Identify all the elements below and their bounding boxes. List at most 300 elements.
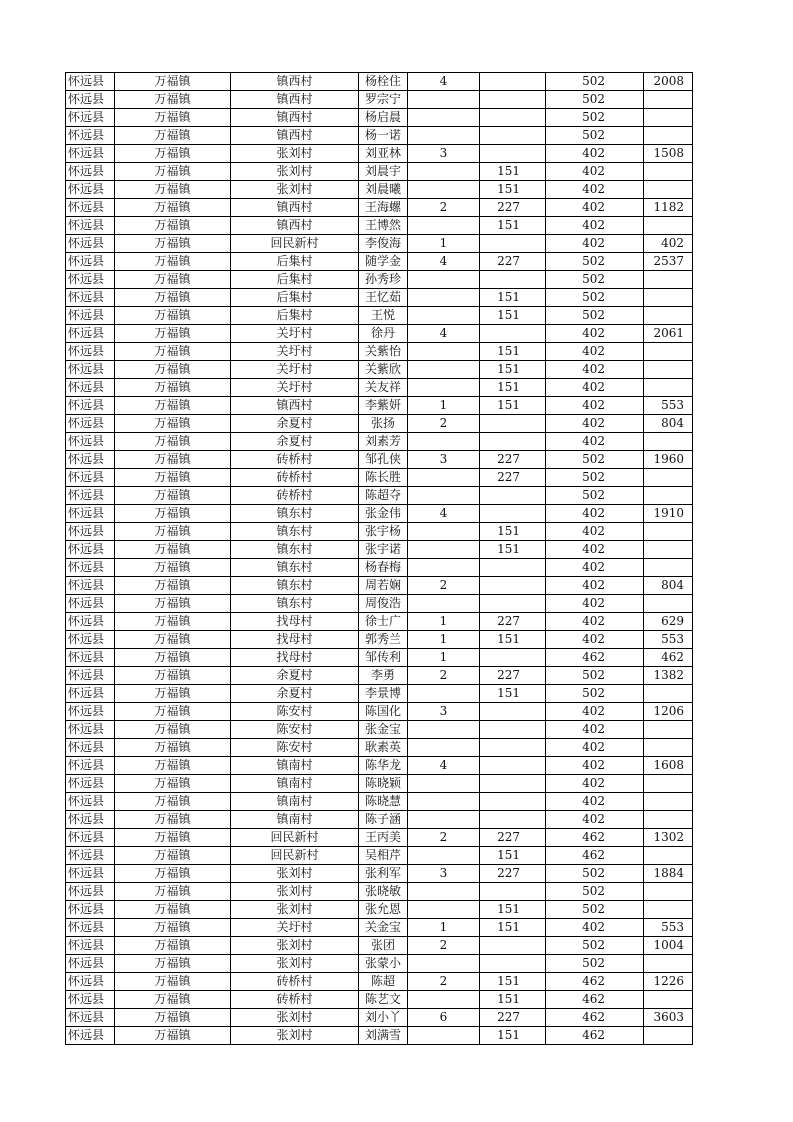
household-count-cell [408, 433, 480, 451]
subsidy-a-cell [480, 109, 546, 127]
total-cell [644, 811, 693, 829]
subsidy-b-cell: 502 [546, 901, 644, 919]
name-cell: 陈晓慧 [359, 793, 408, 811]
subsidy-b-cell: 402 [546, 217, 644, 235]
county-cell: 怀远县 [66, 487, 115, 505]
subsidy-a-cell: 227 [480, 253, 546, 271]
town-cell: 万福镇 [115, 1027, 231, 1045]
subsidy-b-cell: 502 [546, 73, 644, 91]
household-count-cell [408, 289, 480, 307]
name-cell: 张晓敏 [359, 883, 408, 901]
name-cell: 张允恩 [359, 901, 408, 919]
town-cell: 万福镇 [115, 667, 231, 685]
subsidy-b-cell: 402 [546, 559, 644, 577]
village-cell: 镇南村 [231, 775, 359, 793]
subsidy-a-cell [480, 145, 546, 163]
name-cell: 陈子涵 [359, 811, 408, 829]
subsidy-a-cell: 227 [480, 829, 546, 847]
total-cell [644, 109, 693, 127]
table-row [66, 793, 693, 811]
subsidy-a-cell [480, 649, 546, 667]
subsidy-a-cell: 151 [480, 163, 546, 181]
total-cell: 1608 [644, 757, 693, 775]
household-count-cell: 3 [408, 451, 480, 469]
table-row [66, 649, 693, 667]
town-cell: 万福镇 [115, 433, 231, 451]
name-cell: 刘晨宇 [359, 163, 408, 181]
total-cell [644, 847, 693, 865]
subsidy-a-cell: 227 [480, 865, 546, 883]
household-count-cell [408, 109, 480, 127]
total-cell [644, 433, 693, 451]
town-cell: 万福镇 [115, 451, 231, 469]
total-cell [644, 289, 693, 307]
subsidy-b-cell: 402 [546, 397, 644, 415]
total-cell [644, 469, 693, 487]
total-cell: 553 [644, 919, 693, 937]
town-cell: 万福镇 [115, 181, 231, 199]
subsidy-a-cell [480, 595, 546, 613]
subsidy-a-cell [480, 937, 546, 955]
town-cell: 万福镇 [115, 703, 231, 721]
subsidy-b-cell: 502 [546, 127, 644, 145]
total-cell [644, 181, 693, 199]
subsidy-a-cell: 151 [480, 847, 546, 865]
name-cell: 刘小丫 [359, 1009, 408, 1027]
subsidy-a-cell [480, 577, 546, 595]
subsidy-b-cell: 402 [546, 379, 644, 397]
subsidy-b-cell: 502 [546, 451, 644, 469]
village-cell: 镇东村 [231, 595, 359, 613]
household-count-cell [408, 469, 480, 487]
village-cell: 余夏村 [231, 685, 359, 703]
household-count-cell [408, 811, 480, 829]
subsidy-a-cell [480, 127, 546, 145]
town-cell: 万福镇 [115, 919, 231, 937]
subsidy-b-cell: 402 [546, 631, 644, 649]
county-cell: 怀远县 [66, 649, 115, 667]
subsidy-a-cell [480, 775, 546, 793]
subsidy-a-cell: 151 [480, 1027, 546, 1045]
total-cell [644, 1027, 693, 1045]
table-row [66, 271, 693, 289]
village-cell: 镇东村 [231, 523, 359, 541]
county-cell: 怀远县 [66, 343, 115, 361]
county-cell: 怀远县 [66, 91, 115, 109]
subsidy-a-cell: 151 [480, 973, 546, 991]
household-count-cell [408, 883, 480, 901]
town-cell: 万福镇 [115, 343, 231, 361]
name-cell: 吴相芹 [359, 847, 408, 865]
total-cell [644, 685, 693, 703]
total-cell [644, 91, 693, 109]
subsidy-b-cell: 402 [546, 145, 644, 163]
table-row [66, 325, 693, 343]
total-cell: 2537 [644, 253, 693, 271]
county-cell: 怀远县 [66, 631, 115, 649]
name-cell: 刘亚林 [359, 145, 408, 163]
subsidy-b-cell: 502 [546, 109, 644, 127]
subsidy-b-cell: 402 [546, 721, 644, 739]
village-cell: 镇西村 [231, 73, 359, 91]
subsidy-b-cell: 402 [546, 613, 644, 631]
subsidy-a-cell: 151 [480, 289, 546, 307]
village-cell: 关圩村 [231, 343, 359, 361]
name-cell: 陈超夺 [359, 487, 408, 505]
village-cell: 镇东村 [231, 505, 359, 523]
subsidy-a-cell [480, 73, 546, 91]
county-cell: 怀远县 [66, 379, 115, 397]
county-cell: 怀远县 [66, 955, 115, 973]
village-cell: 镇西村 [231, 217, 359, 235]
subsidy-a-cell [480, 883, 546, 901]
subsidy-a-cell: 151 [480, 397, 546, 415]
village-cell: 张刘村 [231, 145, 359, 163]
total-cell [644, 559, 693, 577]
household-count-cell [408, 793, 480, 811]
table-row [66, 631, 693, 649]
town-cell: 万福镇 [115, 595, 231, 613]
village-cell: 镇南村 [231, 757, 359, 775]
village-cell: 镇西村 [231, 199, 359, 217]
table-row [66, 811, 693, 829]
household-count-cell: 2 [408, 937, 480, 955]
town-cell: 万福镇 [115, 271, 231, 289]
total-cell: 1910 [644, 505, 693, 523]
town-cell: 万福镇 [115, 325, 231, 343]
county-cell: 怀远县 [66, 505, 115, 523]
name-cell: 罗宗宁 [359, 91, 408, 109]
household-count-cell [408, 955, 480, 973]
total-cell [644, 541, 693, 559]
household-count-cell [408, 307, 480, 325]
village-cell: 找母村 [231, 631, 359, 649]
subsidy-a-cell: 151 [480, 685, 546, 703]
county-cell: 怀远县 [66, 181, 115, 199]
total-cell: 1960 [644, 451, 693, 469]
town-cell: 万福镇 [115, 577, 231, 595]
county-cell: 怀远县 [66, 289, 115, 307]
village-cell: 回民新村 [231, 847, 359, 865]
total-cell [644, 307, 693, 325]
household-count-cell: 1 [408, 631, 480, 649]
subsidy-b-cell: 402 [546, 757, 644, 775]
town-cell: 万福镇 [115, 793, 231, 811]
town-cell: 万福镇 [115, 973, 231, 991]
subsidy-b-cell: 502 [546, 91, 644, 109]
household-count-cell: 2 [408, 199, 480, 217]
county-cell: 怀远县 [66, 937, 115, 955]
total-cell: 2008 [644, 73, 693, 91]
subsidy-b-cell: 502 [546, 937, 644, 955]
subsidy-a-cell: 151 [480, 523, 546, 541]
town-cell: 万福镇 [115, 901, 231, 919]
table-row [66, 109, 693, 127]
name-cell: 郭秀兰 [359, 631, 408, 649]
household-count-cell [408, 1027, 480, 1045]
table-row [66, 757, 693, 775]
county-cell: 怀远县 [66, 469, 115, 487]
table-row [66, 487, 693, 505]
total-cell: 553 [644, 631, 693, 649]
total-cell: 402 [644, 235, 693, 253]
town-cell: 万福镇 [115, 541, 231, 559]
subsidy-a-cell: 227 [480, 469, 546, 487]
total-cell [644, 523, 693, 541]
table-row [66, 127, 693, 145]
subsidy-a-cell: 151 [480, 217, 546, 235]
table-row [66, 937, 693, 955]
subsidy-b-cell: 402 [546, 595, 644, 613]
name-cell: 关友祥 [359, 379, 408, 397]
county-cell: 怀远县 [66, 109, 115, 127]
village-cell: 张刘村 [231, 1027, 359, 1045]
name-cell: 李勇 [359, 667, 408, 685]
subsidy-b-cell: 502 [546, 271, 644, 289]
subsidy-b-cell: 402 [546, 793, 644, 811]
household-count-cell [408, 901, 480, 919]
table-row [66, 865, 693, 883]
subsidy-b-cell: 402 [546, 505, 644, 523]
name-cell: 徐丹 [359, 325, 408, 343]
county-cell: 怀远县 [66, 739, 115, 757]
name-cell: 陈长胜 [359, 469, 408, 487]
table-row [66, 505, 693, 523]
subsidy-b-cell: 402 [546, 433, 644, 451]
town-cell: 万福镇 [115, 235, 231, 253]
name-cell: 李俊海 [359, 235, 408, 253]
household-count-cell [408, 217, 480, 235]
county-cell: 怀远县 [66, 271, 115, 289]
household-count-cell [408, 595, 480, 613]
name-cell: 孙秀珍 [359, 271, 408, 289]
town-cell: 万福镇 [115, 937, 231, 955]
subsidy-a-cell [480, 271, 546, 289]
village-cell: 砖桥村 [231, 469, 359, 487]
household-count-cell [408, 739, 480, 757]
village-cell: 张刘村 [231, 1009, 359, 1027]
subsidy-b-cell: 402 [546, 235, 644, 253]
village-cell: 后集村 [231, 271, 359, 289]
household-count-cell [408, 991, 480, 1009]
table-row [66, 523, 693, 541]
total-cell: 804 [644, 577, 693, 595]
total-cell [644, 991, 693, 1009]
village-cell: 关圩村 [231, 919, 359, 937]
table-row [66, 469, 693, 487]
household-count-cell [408, 523, 480, 541]
name-cell: 王忆茹 [359, 289, 408, 307]
total-cell: 629 [644, 613, 693, 631]
village-cell: 镇东村 [231, 541, 359, 559]
village-cell: 后集村 [231, 307, 359, 325]
county-cell: 怀远县 [66, 325, 115, 343]
village-cell: 张刘村 [231, 181, 359, 199]
subsidy-b-cell: 462 [546, 973, 644, 991]
village-cell: 镇西村 [231, 397, 359, 415]
county-cell: 怀远县 [66, 163, 115, 181]
table-row [66, 451, 693, 469]
table-row [66, 253, 693, 271]
town-cell: 万福镇 [115, 523, 231, 541]
county-cell: 怀远县 [66, 613, 115, 631]
subsidy-b-cell: 502 [546, 667, 644, 685]
table-row [66, 613, 693, 631]
subsidy-b-cell: 402 [546, 523, 644, 541]
total-cell: 1302 [644, 829, 693, 847]
village-cell: 镇东村 [231, 559, 359, 577]
household-count-cell [408, 775, 480, 793]
table-row [66, 541, 693, 559]
county-cell: 怀远县 [66, 145, 115, 163]
subsidy-b-cell: 502 [546, 865, 644, 883]
total-cell [644, 793, 693, 811]
county-cell: 怀远县 [66, 1027, 115, 1045]
subsidy-b-cell: 462 [546, 991, 644, 1009]
village-cell: 关圩村 [231, 325, 359, 343]
name-cell: 陈艺文 [359, 991, 408, 1009]
village-cell: 找母村 [231, 649, 359, 667]
subsidy-b-cell: 462 [546, 1027, 644, 1045]
household-count-cell: 1 [408, 649, 480, 667]
village-cell: 后集村 [231, 253, 359, 271]
county-cell: 怀远县 [66, 757, 115, 775]
county-cell: 怀远县 [66, 793, 115, 811]
household-count-cell: 1 [408, 919, 480, 937]
subsidy-a-cell: 151 [480, 991, 546, 1009]
town-cell: 万福镇 [115, 289, 231, 307]
table-body [66, 73, 693, 1045]
table-row [66, 91, 693, 109]
subsidy-a-cell [480, 487, 546, 505]
table-row [66, 379, 693, 397]
subsidy-a-cell [480, 811, 546, 829]
subsidy-b-cell: 502 [546, 289, 644, 307]
county-cell: 怀远县 [66, 559, 115, 577]
county-cell: 怀远县 [66, 667, 115, 685]
county-cell: 怀远县 [66, 199, 115, 217]
table-row [66, 775, 693, 793]
household-count-cell: 4 [408, 325, 480, 343]
subsidy-a-cell: 151 [480, 343, 546, 361]
household-count-cell: 3 [408, 865, 480, 883]
village-cell: 关圩村 [231, 379, 359, 397]
town-cell: 万福镇 [115, 613, 231, 631]
table-row [66, 955, 693, 973]
town-cell: 万福镇 [115, 127, 231, 145]
county-cell: 怀远县 [66, 883, 115, 901]
subsidy-a-cell: 151 [480, 541, 546, 559]
village-cell: 张刘村 [231, 883, 359, 901]
town-cell: 万福镇 [115, 217, 231, 235]
name-cell: 张宇杨 [359, 523, 408, 541]
subsidy-b-cell: 502 [546, 955, 644, 973]
village-cell: 回民新村 [231, 829, 359, 847]
total-cell [644, 775, 693, 793]
subsidy-a-cell: 151 [480, 631, 546, 649]
total-cell [644, 361, 693, 379]
town-cell: 万福镇 [115, 505, 231, 523]
name-cell: 张宇诺 [359, 541, 408, 559]
subsidy-b-cell: 402 [546, 811, 644, 829]
village-cell: 砖桥村 [231, 451, 359, 469]
county-cell: 怀远县 [66, 541, 115, 559]
total-cell: 1206 [644, 703, 693, 721]
household-count-cell: 4 [408, 253, 480, 271]
subsidy-a-cell: 151 [480, 919, 546, 937]
subsidy-a-cell [480, 235, 546, 253]
total-cell: 1508 [644, 145, 693, 163]
name-cell: 邹孔侠 [359, 451, 408, 469]
total-cell: 1182 [644, 199, 693, 217]
total-cell [644, 901, 693, 919]
county-cell: 怀远县 [66, 973, 115, 991]
table-row [66, 721, 693, 739]
town-cell: 万福镇 [115, 991, 231, 1009]
subsidy-b-cell: 402 [546, 703, 644, 721]
name-cell: 随学金 [359, 253, 408, 271]
town-cell: 万福镇 [115, 1009, 231, 1027]
household-count-cell [408, 847, 480, 865]
table-row [66, 163, 693, 181]
village-cell: 余夏村 [231, 415, 359, 433]
household-count-cell [408, 559, 480, 577]
name-cell: 张扬 [359, 415, 408, 433]
table-row [66, 361, 693, 379]
subsidy-b-cell: 402 [546, 919, 644, 937]
town-cell: 万福镇 [115, 415, 231, 433]
name-cell: 李景博 [359, 685, 408, 703]
table-row [66, 595, 693, 613]
town-cell: 万福镇 [115, 91, 231, 109]
subsidy-a-cell: 151 [480, 361, 546, 379]
household-count-cell: 2 [408, 415, 480, 433]
total-cell [644, 379, 693, 397]
household-count-cell [408, 361, 480, 379]
county-cell: 怀远县 [66, 217, 115, 235]
name-cell: 杨春梅 [359, 559, 408, 577]
county-cell: 怀远县 [66, 523, 115, 541]
subsidy-b-cell: 502 [546, 883, 644, 901]
name-cell: 刘晨曦 [359, 181, 408, 199]
table-row [66, 1027, 693, 1045]
subsidy-b-cell: 402 [546, 541, 644, 559]
village-cell: 张刘村 [231, 163, 359, 181]
county-cell: 怀远县 [66, 451, 115, 469]
household-count-cell [408, 721, 480, 739]
name-cell: 张金宝 [359, 721, 408, 739]
total-cell: 2061 [644, 325, 693, 343]
household-count-cell: 2 [408, 577, 480, 595]
total-cell: 3603 [644, 1009, 693, 1027]
total-cell: 553 [644, 397, 693, 415]
name-cell: 张团 [359, 937, 408, 955]
town-cell: 万福镇 [115, 199, 231, 217]
village-cell: 后集村 [231, 289, 359, 307]
town-cell: 万福镇 [115, 73, 231, 91]
county-cell: 怀远县 [66, 433, 115, 451]
name-cell: 关紫怡 [359, 343, 408, 361]
subsidy-b-cell: 402 [546, 199, 644, 217]
subsidy-b-cell: 502 [546, 469, 644, 487]
table-row [66, 415, 693, 433]
subsidy-a-cell: 151 [480, 307, 546, 325]
subsidy-a-cell: 227 [480, 613, 546, 631]
subsidy-a-cell [480, 325, 546, 343]
household-count-cell [408, 271, 480, 289]
name-cell: 杨启晨 [359, 109, 408, 127]
total-cell [644, 127, 693, 145]
